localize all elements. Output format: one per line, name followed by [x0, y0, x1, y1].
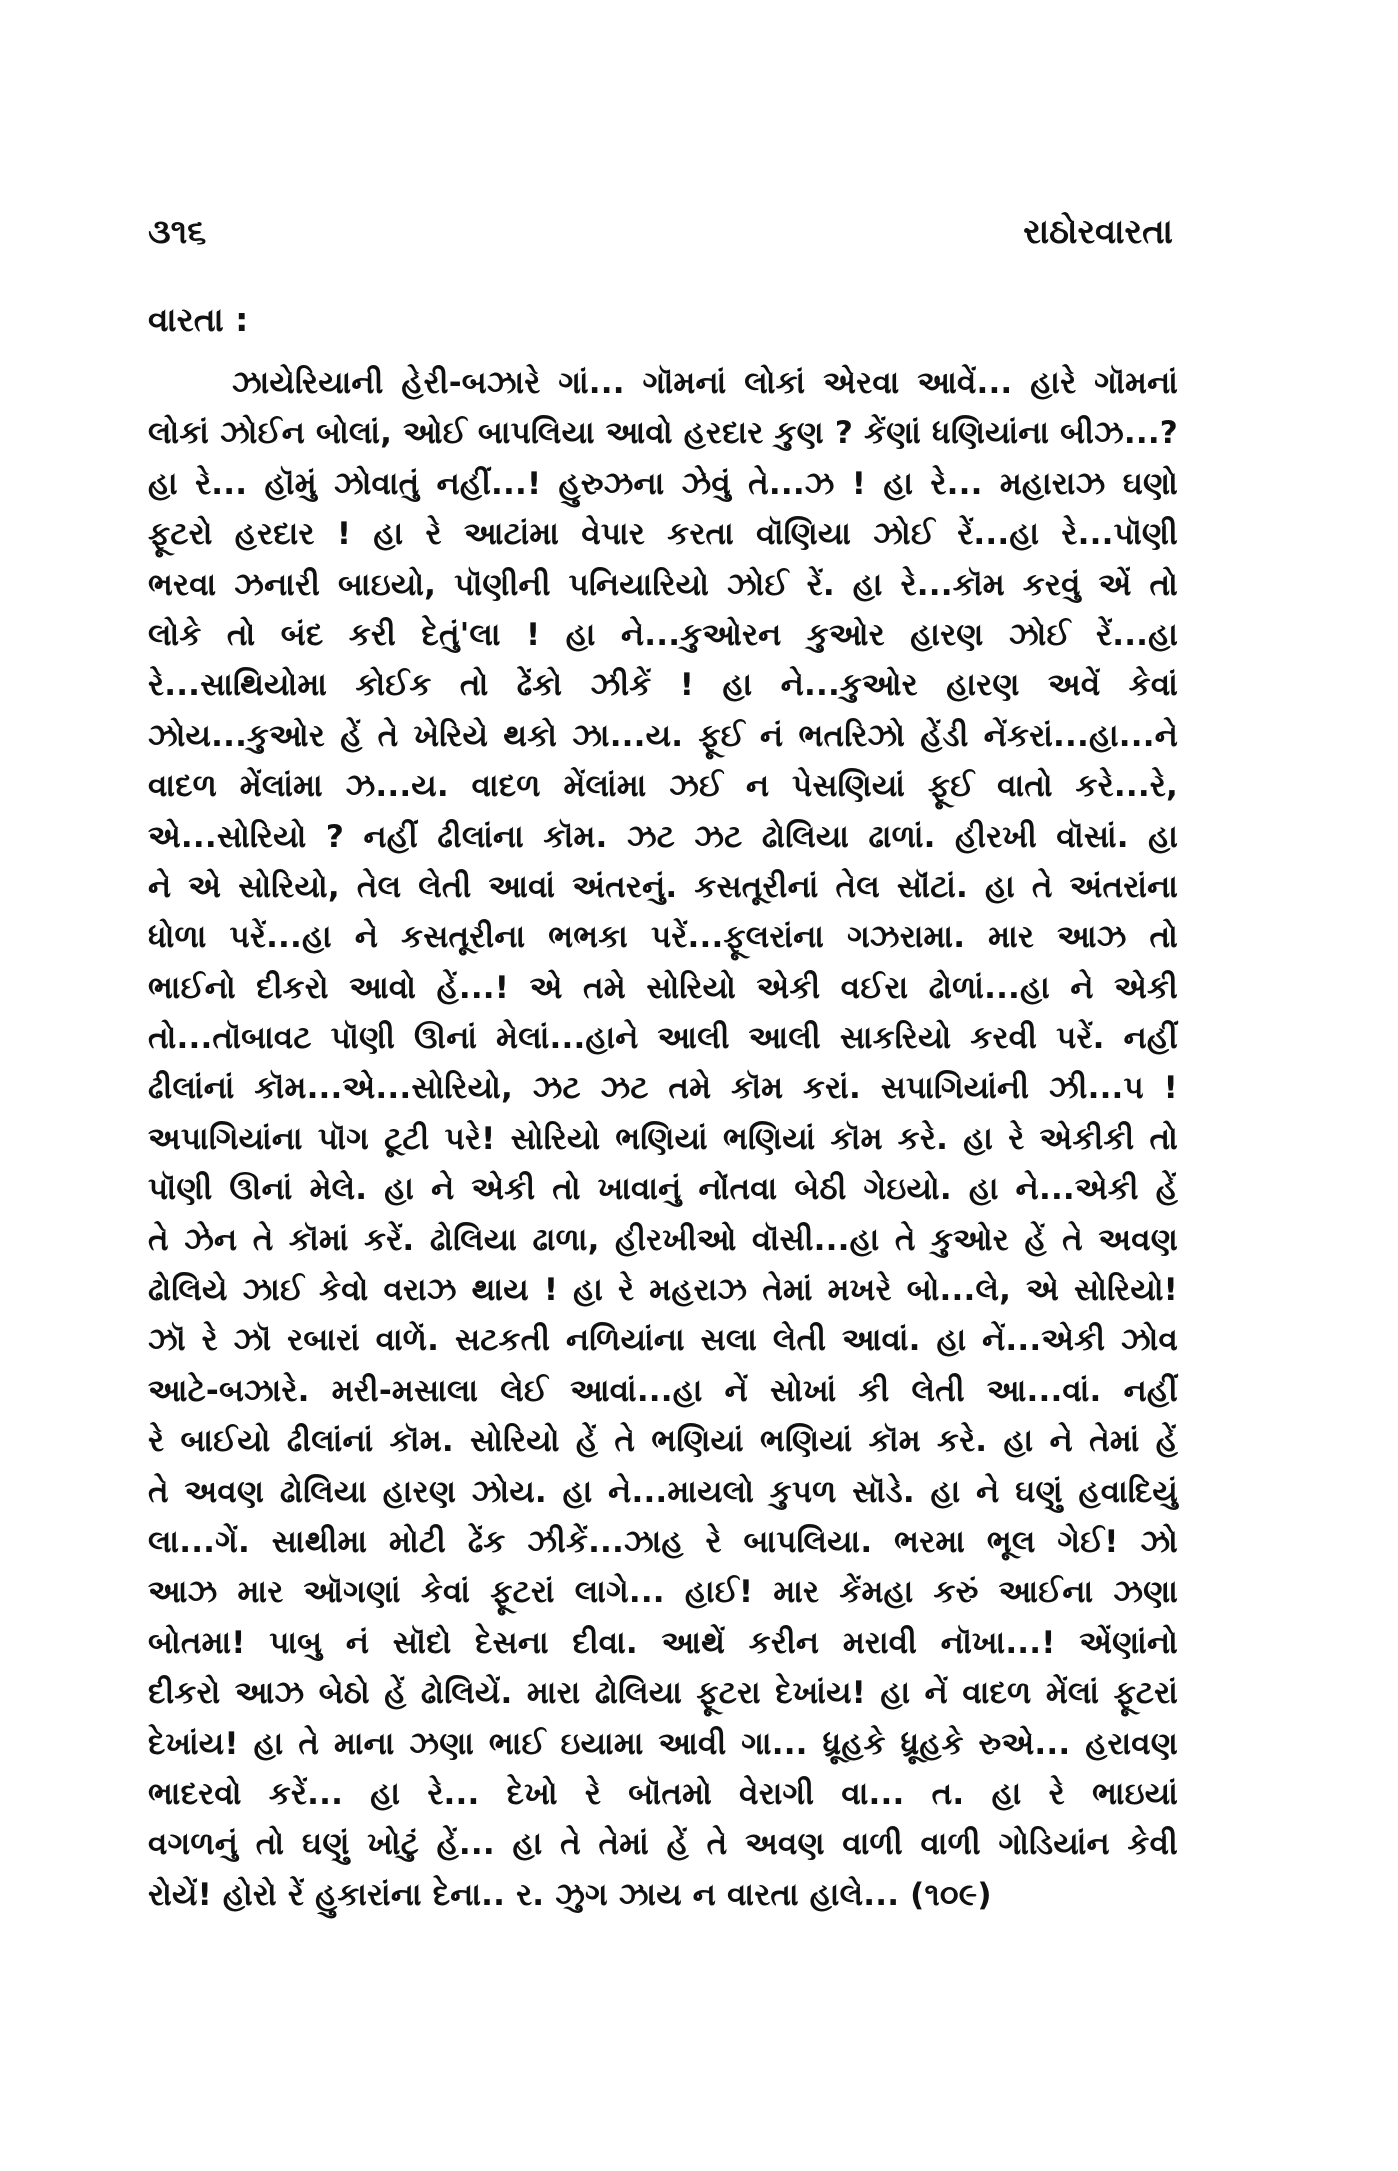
text-line: તે અવણ ઢોલિયા હારણ ઝોય. હા ને...માયલો કુપળ સૉડે. હા ને ઘણું હવાદિયું — [148, 1473, 1178, 1510]
text-line: એ...સોરિયો ? નહીં ઢીલાંના કૉમ. ઝટ ઝટ ઢોલિયા ઢાળાં. હીરખી વૉસાં. હા — [148, 818, 1178, 855]
text-line: ભરવા ઝનારી બાઇયો, પૉણીની પનિયારિયો ઝોઈ રેં. હા રે...કૉમ કરવું એં તો — [148, 566, 1178, 603]
text-line: તે ઝેન તે કૉમાં કરેં. ઢોલિયા ઢાળા, હીરખીઓ વૉસી...હા તે કુઓર હેં તે અવણ — [148, 1221, 1178, 1258]
story-text — [148, 358, 1178, 1920]
text-line: ને એ સોરિયો, તેલ લેતી આવાં અંતરનું. કસતૂરીનાં તેલ સૉંટાં. હા તે અંતરાંના — [148, 868, 1178, 905]
text-line: રે...સાથિયોમા કોઈક તો ઢેંકો ઝીકેં ! હા ને...કુઓર હારણ અવેં કેવાં — [148, 667, 1178, 704]
text-line: ઝોય...કુઓર હેં તે ખેરિયે થકો ઝા...ય. ફૂઈ નં ભતરિઝો હેંડી નેંકરાં...હા...ને — [148, 717, 1178, 754]
text-line: તો...તૉબાવટ પૉણી ઊનાં મેલાં...હાને આલી આલી સાકરિયો કરવી પરેં. નહીં — [148, 1020, 1178, 1057]
text-line: રે બાઈયો ઢીલાંનાં કૉમ. સોરિયો હેં તે ભણિયાં ભણિયાં કૉમ કરે. હા ને તેમાં હેં — [148, 1423, 1178, 1460]
text-line: ધોળા પરેં...હા ને કસતૂરીના ભભકા પરેં...ફૂલરાંના ગઝરામા. માર આઝ તો — [148, 919, 1178, 956]
text-line: દીકરો આઝ બેઠો હેં ઢોલિયેં. મારા ઢોલિયા ફૂટરા દેખાંય! હા નેં વાદળ મેંલાં ફૂટરાં — [148, 1675, 1178, 1712]
text-line: ભાઈનો દીકરો આવો હેં...! એ તમે સોરિયો એકી વઈરા ઢોળાં...હા ને એકી — [148, 969, 1178, 1006]
page-number: ૩૧૬ — [148, 212, 207, 252]
text-line: રોયેં! હોરો રેં હુકારાંના દેના.. ર. ઝુગ ઝાય ન વારતા હાલે... (૧૦૯) — [148, 1876, 992, 1913]
text-line: લોકે તો બંદ કરી દેતું'લા ! હા ને...કુઓરન કુઓર હારણ ઝોઈ રેં...હા — [148, 616, 1178, 653]
section-label: વારતા : — [148, 300, 249, 339]
running-title: રાઠોરવારતા — [1023, 212, 1173, 252]
text-line: અપાગિયાંના પૉગ ટૂટી પરે! સોરિયો ભણિયાં ભણિયાં કૉમ કરે. હા રે એકીકી તો — [148, 1120, 1178, 1157]
text-line: આટે-બઝારે. મરી-મસાલા લેઈ આવાં...હા નેં સોખાં કી લેતી આ...વાં. નહીં — [148, 1372, 1178, 1409]
text-line: આઝ માર ઑગણાં કેવાં ફૂટરાં લાગે... હાઈ! માર કેંમહા કરું આઈના ઝણા — [148, 1574, 1178, 1611]
text-line: ઝૉ રે ઝૉ રબારાં વાળેં. સટકતી નળિયાંના સલા લેતી આવાં. હા નેં...એકી ઝોવ — [148, 1322, 1178, 1359]
text-line: હા રે... હૉમું ઝોવાતું નહીં...! હુરુઝના ઝેવું તે...ઝ ! હા રે... મહારાઝ ઘણો — [148, 465, 1178, 502]
text-line: વાદળ મેંલાંમા ઝ...ય. વાદળ મેંલાંમા ઝઈ ન પેસણિયાં ફૂઈ વાતો કરે...રે, — [148, 768, 1178, 805]
text-line: બોતમા! પાબુ નં સૉદો દેસના દીવા. આથેં કરીન મરાવી નૉખા...! એંણાંનો — [148, 1624, 1178, 1661]
text-line: લા...ગેં. સાથીમા મોટી ઢેંક ઝીકેં...ઝાહ રે બાપલિયા. ભરમા ભૂલ ગેઈ! ઝો — [148, 1523, 1178, 1560]
page-header — [148, 212, 1173, 262]
text-line: ઢીલાંનાં કૉમ...એ...સોરિયો, ઝટ ઝટ તમે કૉમ કરાં. સપાગિયાંની ઝી...પ ! — [148, 1070, 1178, 1107]
text-line: પૉણી ઊનાં મેલે. હા ને એકી તો ખાવાનું નોંતવા બેઠી ગેઇયો. હા ને...એકી હેં — [148, 1171, 1178, 1208]
text-line: દેખાંય! હા તે માના ઝણા ભાઈ ઇયામા આવી ગા... ધ્રૂહકે ધ્રૂહકે રુએ... હરાવણ — [148, 1725, 1178, 1762]
text-line: ઝાયેરિયાની હેરી-બઝારે ગાં... ગૉમનાં લોકાં એરવા આવેં... હારે ગૉમનાં — [232, 365, 1178, 401]
text-line: ઢોલિયે ઝાઈ કેવો વરાઝ થાય ! હા રે મહરાઝ તેમાં મખરે બો...લે, એ સોરિયો! — [148, 1272, 1178, 1309]
text-line: લોકાં ઝોઈન બોલાં, ઓઈ બાપલિયા આવો હરદાર કુણ ? કેંણાં ધણિયાંના બીઝ...? — [148, 415, 1178, 452]
text-line: ભાદરવો કરેં... હા રે... દેખો રે બૉતમો વેરાગી વા... ત. હા રે ભાઇયાં — [148, 1775, 1178, 1812]
text-line: ફૂટરો હરદાર ! હા રે આટાંમા વેપાર કરતા વૉણિયા ઝોઈ રેં...હા રે...પૉણી — [148, 516, 1178, 553]
text-line: વગળનું તો ઘણું ખોટું હેં... હા તે તેમાં હેં તે અવણ વાળી વાળી ગોડિયાંન કેવી — [148, 1826, 1178, 1863]
